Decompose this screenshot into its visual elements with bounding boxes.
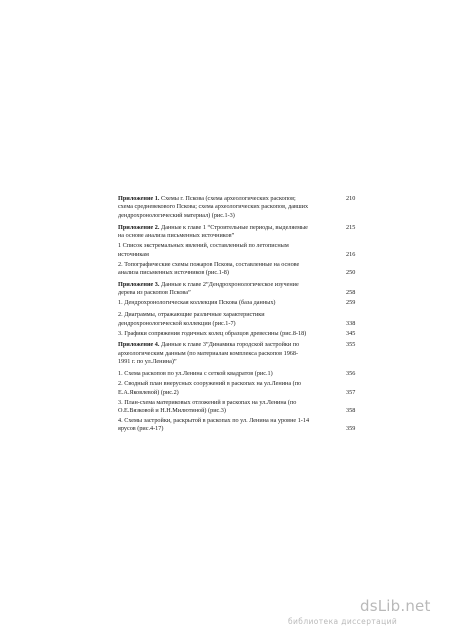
toc-entry bbox=[118, 329, 356, 338]
toc-line-text: ярусов (рис.4-17) bbox=[118, 425, 164, 433]
toc-entry-text bbox=[118, 399, 344, 416]
toc-line bbox=[118, 330, 344, 338]
toc-page-number: 258 bbox=[346, 289, 356, 297]
toc-line bbox=[118, 311, 344, 319]
toc-line bbox=[118, 232, 344, 240]
toc-entry-text bbox=[118, 299, 344, 307]
toc-line-text: 4. Схемы застройки, раскрытой в раскопах по ул. Ленина на уровне 1-14 bbox=[118, 417, 310, 424]
toc-line bbox=[118, 417, 344, 425]
toc-line-text: 2. Топографические схемы пожаров Пскова, составленные на основе bbox=[118, 260, 300, 268]
toc-line-text: Данные к главе 2”Дендрохронологическое изучение bbox=[159, 280, 299, 288]
toc-page-number: 216 bbox=[346, 250, 356, 258]
toc-line bbox=[118, 281, 344, 289]
toc-entry-text bbox=[118, 370, 344, 378]
toc-line bbox=[118, 370, 344, 378]
toc-entry-text bbox=[118, 380, 344, 397]
toc-appendix-label: Приложение 1. bbox=[118, 195, 160, 202]
toc-entry-text bbox=[118, 311, 344, 328]
toc-entry-text bbox=[118, 224, 344, 241]
watermark bbox=[288, 597, 450, 626]
toc-page-number: 210 bbox=[346, 195, 356, 202]
toc-entry bbox=[118, 370, 356, 378]
toc-line-text: археологическим данным (по материалам комплекса раскопов 1968- bbox=[118, 349, 299, 357]
toc-appendix-label: Приложение 3. bbox=[118, 280, 160, 288]
toc-line-text: 1991 г. по ул.Ленина)” bbox=[118, 358, 177, 366]
toc-entry-text bbox=[118, 242, 344, 259]
toc-page-number: 357 bbox=[346, 388, 356, 396]
toc-entry-text bbox=[118, 341, 344, 366]
toc-entry-text bbox=[118, 195, 344, 220]
toc-page-number: 355 bbox=[346, 341, 356, 349]
toc-appendix-label: Приложение 4. bbox=[118, 341, 160, 349]
toc-line-text: схема средневекового Пскова; схема археологических раскопов, давших bbox=[118, 203, 309, 211]
toc-line bbox=[118, 261, 344, 269]
toc-entry bbox=[118, 341, 356, 366]
toc-line bbox=[118, 242, 344, 250]
toc-entry-text bbox=[118, 281, 344, 298]
toc-line-text: дендрохронологической коллекции (рис.1-7) bbox=[118, 319, 236, 327]
toc-entry bbox=[118, 223, 356, 241]
toc-line bbox=[118, 269, 344, 277]
toc-line bbox=[118, 320, 344, 328]
toc-line-text: Данные к главе 3”Динамика городской застройки по bbox=[159, 341, 300, 349]
toc-entry-text bbox=[118, 330, 344, 338]
toc-appendix-label: Приложение 2. bbox=[118, 223, 160, 231]
toc-line-text: 3. Графики сопряжения годичных колец образцов древесины (рис.8-18) bbox=[118, 329, 307, 337]
toc-line-text: 3. План-схема материковых отложений в раскопах на ул.Ленина (по bbox=[118, 398, 297, 406]
toc-page-number: 338 bbox=[346, 319, 356, 327]
toc-entry bbox=[118, 299, 356, 307]
toc-line-text: дендрохронологический материал) (рис.1-3) bbox=[118, 211, 235, 219]
toc-page-number: 259 bbox=[346, 299, 356, 307]
toc-line-text: 2. Сводный план внерусных сооружений в раскопах на ул.Ленина (по bbox=[118, 380, 302, 388]
toc-line bbox=[118, 425, 344, 433]
toc-entry bbox=[118, 417, 356, 434]
toc-line bbox=[118, 212, 344, 220]
toc-entry bbox=[118, 195, 356, 220]
toc-line bbox=[118, 195, 344, 203]
table-of-contents bbox=[118, 195, 356, 435]
toc-line-text: Данные к главе 1 “Строительные периоды, выделяемые bbox=[159, 223, 308, 231]
toc-line-text: Е.А.Яковлевой) (рис.2) bbox=[118, 388, 179, 396]
toc-line-text: 1. Дендрохронологическая коллекция Пскова (база данных) bbox=[118, 299, 276, 307]
toc-entry-text bbox=[118, 261, 344, 278]
toc-entry bbox=[118, 398, 356, 416]
toc-page-number: 215 bbox=[346, 223, 356, 231]
toc-line-text: О.Е.Вязковой и Н.Н.Милютиной) (рис.3) bbox=[118, 407, 226, 414]
toc-entry bbox=[118, 280, 356, 298]
toc-line bbox=[118, 299, 344, 307]
toc-entry bbox=[118, 380, 356, 397]
toc-line bbox=[118, 407, 344, 415]
toc-line-text: 1 Список экстремальных явлений, составленный по летописным bbox=[118, 242, 289, 250]
toc-line bbox=[118, 289, 344, 297]
toc-line bbox=[118, 341, 344, 349]
toc-line-text: анализа письменных источников (рис.1-8) bbox=[118, 268, 229, 276]
toc-line bbox=[118, 389, 344, 397]
toc-line-text: Схемы г. Пскова (схема археологических раскопов; bbox=[159, 195, 296, 202]
toc-line bbox=[118, 380, 344, 388]
toc-entry bbox=[118, 260, 356, 278]
toc-line-text: дерева из раскопов Пскова” bbox=[118, 289, 191, 297]
toc-line bbox=[118, 358, 344, 366]
toc-line bbox=[118, 203, 344, 211]
toc-line-text: на основе анализа письменных источников” bbox=[118, 232, 235, 240]
toc-page-number: 356 bbox=[346, 370, 356, 378]
toc-line-text: 1. Схема раскопов по ул.Ленина с сеткой квадратов (рис.1) bbox=[118, 370, 273, 378]
toc-page-number: 250 bbox=[346, 268, 356, 276]
toc-line bbox=[118, 224, 344, 232]
watermark-subtitle: библиотека диссертаций bbox=[288, 617, 398, 626]
toc-page-number: 358 bbox=[346, 407, 356, 414]
toc-page-number: 359 bbox=[346, 425, 356, 433]
toc-line-text: 2. Диаграммы, отражающие различные характеристики bbox=[118, 311, 265, 319]
toc-page-number: 345 bbox=[346, 329, 356, 337]
toc-line bbox=[118, 251, 344, 259]
watermark-logo: dsLib.net bbox=[360, 597, 431, 615]
toc-entry-text bbox=[118, 417, 344, 434]
toc-line bbox=[118, 350, 344, 358]
toc-entry bbox=[118, 311, 356, 328]
toc-line-text: источникам bbox=[118, 250, 149, 258]
toc-entry bbox=[118, 242, 356, 259]
toc-line bbox=[118, 399, 344, 407]
